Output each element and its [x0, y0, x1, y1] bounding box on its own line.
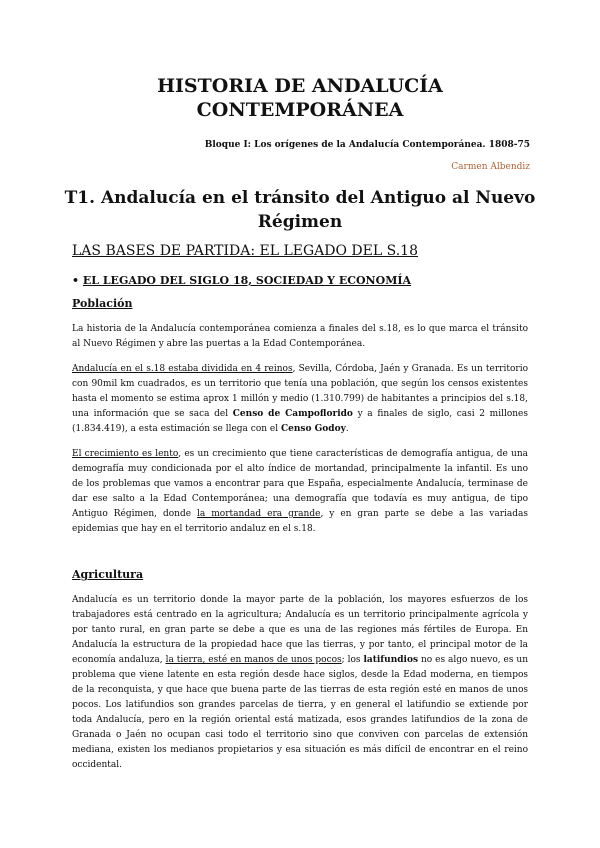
- reinos-phrase: Andalucía en el s.18 estaba dividida en 4 reinos: [72, 364, 293, 374]
- censo-campoflorido: Censo de Campoflorido: [232, 409, 353, 419]
- tierra-phrase: la tierra, esté en manos de unos pocos: [165, 655, 342, 665]
- agricultura-paragraph-1: [72, 593, 528, 773]
- section-heading: LAS BASES DE PARTIDA: EL LEGADO DEL S.18: [72, 243, 418, 259]
- text-span: .: [345, 424, 349, 434]
- poblacion-paragraph-3: [72, 447, 528, 537]
- text-span: , y en gran parte se debe a las variadas epidemias que hay en el territorio andaluz en el s.18.: [72, 509, 528, 534]
- poblacion-heading: Población: [72, 297, 133, 310]
- subsection-label: EL LEGADO DEL SIGLO 18, SOCIEDAD Y ECONOMÍA: [82, 274, 412, 287]
- text-span: Andalucía es un territorio donde la mayor parte de la población, los mayores esfuerzos de los trabajadores está centrado en la agricultura; Andalucía es un territorio principalmente agrícola y por tanto rural, en gran parte se debe a que es una de las regiones más fértiles de Europa. En Andalucía la estructura de la propiedad hace que las tierras, y por tanto, el principal motor de la economía andaluza,: [72, 595, 528, 665]
- topic-title: [60, 186, 540, 234]
- agricultura-heading: Agricultura: [72, 568, 144, 581]
- mortandad-phrase: la mortandad era grande: [197, 509, 321, 519]
- block-subtitle: Bloque I: Los orígenes de la Andalucía Contemporánea. 1808-75: [204, 140, 530, 150]
- document-title-line-1: HISTORIA DE ANDALUCÍA: [157, 75, 443, 97]
- poblacion-paragraph-2: [72, 362, 528, 437]
- text-span: no es algo nuevo, es un problema que viene latente en esta región desde hace siglos, desde la Edad moderna, en tiempos de la reconquista, y que hace que buena parte de las tierras de esta región esté en manos de unos pocos. Los latifundios son grandes parcelas de tierra, y en general el latifundio se extiende por toda Andalucía, pero en la región oriental está matizada, esos grandes latifundios de la zona de Granada o Jaén no ocupan casi todo el territorio sino que conviven con parcelas de extensión mediana, existen los medianos propietarios y esa situación es más difícil de encontrar en el reino occidental.: [72, 655, 529, 770]
- document-title-line-2: CONTEMPORÁNEA: [196, 99, 404, 121]
- document-title: [60, 74, 540, 122]
- text-span: y a finales de siglo, casi 2 millones (1.834.419), a esta estimación se llega con el: [72, 409, 528, 434]
- text-span: , Sevilla, Córdoba, Jaén y Granada. Es un territorio con 90mil km cuadrados, es un territorio que tenía una población, que según los censos existentes hasta el momento se estima aprox 1 millón y medio (1.310.799) de habitantes a principios del s.18, una información que se saca del: [72, 364, 528, 419]
- latifundios-term: latifundios: [363, 655, 419, 665]
- bullet: •: [72, 274, 83, 287]
- subsection-heading: [72, 274, 411, 287]
- topic-title-line-1: T1. Andalucía en el tránsito del Antiguo al Nuevo: [64, 188, 536, 208]
- topic-title-line-2: Régimen: [257, 212, 343, 232]
- author-name: Carmen Albendiz: [451, 162, 530, 172]
- censo-godoy: Censo Godoy: [280, 424, 346, 434]
- text-span: , es un crecimiento que tiene características de demografía antigua, de una demografía muy condicionada por el alto índice de mortandad, principalmente la infantil. Es uno de los problemas que vamos a encontrar para que España, especialmente Andalucía, terminase de dar ese salto a la Edad Contemporánea; una demografía que todavía es muy antigua, de tipo Antiguo Régimen, donde: [72, 449, 529, 519]
- crecimiento-phrase: El crecimiento es lento: [72, 449, 179, 459]
- poblacion-paragraph-1: La historia de la Andalucía contemporánea comienza a finales del s.18, es lo que marca el tránsito al Nuevo Régimen y abre las puertas a la Edad Contemporánea.: [72, 324, 528, 349]
- text-span: ; los: [341, 655, 364, 665]
